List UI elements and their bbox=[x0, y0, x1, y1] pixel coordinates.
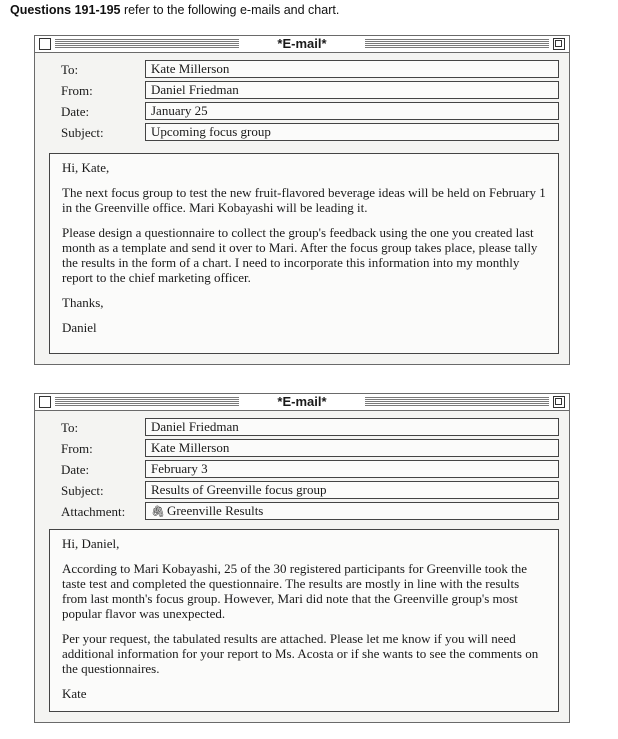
zoom-box-icon[interactable] bbox=[553, 38, 565, 50]
title-bar[interactable] bbox=[35, 36, 569, 53]
subject-label: Subject: bbox=[61, 483, 104, 498]
to-field[interactable]: Kate Millerson bbox=[145, 60, 559, 78]
subject-row bbox=[35, 122, 569, 143]
subject-row bbox=[35, 480, 569, 501]
email-window-1 bbox=[34, 35, 570, 365]
body-paragraph: Per your request, the tabulated results are attached. Please let me know if you will need additional information for your report to Ms. Acosta or if she wants to see the comments on the questionnaires. bbox=[62, 631, 539, 676]
email-headers bbox=[35, 411, 569, 522]
email-window-2 bbox=[34, 393, 570, 723]
question-range: Questions 191-195 bbox=[10, 3, 121, 17]
attachment-label: Attachment: bbox=[61, 504, 126, 519]
to-label: To: bbox=[61, 62, 79, 77]
subject-field[interactable]: Upcoming focus group bbox=[145, 123, 559, 141]
from-field[interactable]: Kate Millerson bbox=[145, 439, 559, 457]
closing: Thanks, bbox=[62, 295, 104, 310]
title-stripes bbox=[365, 39, 549, 49]
title-stripes bbox=[365, 397, 549, 407]
title-bar[interactable] bbox=[35, 394, 569, 411]
from-label: From: bbox=[61, 83, 93, 98]
date-label: Date: bbox=[61, 462, 90, 477]
attachment-field[interactable] bbox=[145, 502, 559, 520]
greeting: Hi, Kate, bbox=[62, 160, 110, 175]
paperclip-icon: 🖇 bbox=[151, 505, 165, 518]
to-field[interactable]: Daniel Friedman bbox=[145, 418, 559, 436]
message-body[interactable] bbox=[49, 529, 559, 712]
attachment-row bbox=[35, 501, 569, 522]
from-row bbox=[35, 438, 569, 459]
title-stripes bbox=[55, 397, 239, 407]
subject-label: Subject: bbox=[61, 125, 104, 140]
body-paragraph: Please design a questionnaire to collect the group's feedback using the one you created last month as a template and send it over to Mari. After the focus group takes place, please tally the results in the form of a chart. I need to incorporate this information into my monthly report to the chief marketing officer. bbox=[62, 225, 538, 285]
instruction-text: refer to the following e-mails and chart. bbox=[120, 3, 340, 17]
message-body[interactable] bbox=[49, 153, 559, 354]
greeting: Hi, Daniel, bbox=[62, 536, 120, 551]
date-label: Date: bbox=[61, 104, 90, 119]
date-field[interactable]: February 3 bbox=[145, 460, 559, 478]
signature: Kate bbox=[62, 686, 87, 701]
close-box-icon[interactable] bbox=[39, 396, 51, 408]
title-stripes bbox=[55, 39, 239, 49]
instruction-line bbox=[10, 3, 339, 17]
date-row bbox=[35, 459, 569, 480]
date-field[interactable]: January 25 bbox=[145, 102, 559, 120]
zoom-box-icon[interactable] bbox=[553, 396, 565, 408]
signature: Daniel bbox=[62, 320, 97, 335]
from-field[interactable]: Daniel Friedman bbox=[145, 81, 559, 99]
to-row bbox=[35, 59, 569, 80]
from-row bbox=[35, 80, 569, 101]
attachment-name[interactable]: Greenville Results bbox=[166, 503, 264, 518]
from-label: From: bbox=[61, 441, 93, 456]
email-headers bbox=[35, 53, 569, 143]
body-paragraph: According to Mari Kobayashi, 25 of the 30 registered participants for Greenville took the taste test and completed the questionnaire. The results are mostly in line with the results from last month's focus group. However, Mari did note that the Greenville group's most popular flavor was unexpected. bbox=[62, 561, 527, 621]
window-title: *E-mail* bbox=[269, 394, 334, 410]
window-title: *E-mail* bbox=[269, 36, 334, 52]
date-row bbox=[35, 101, 569, 122]
to-label: To: bbox=[61, 420, 79, 435]
to-row bbox=[35, 417, 569, 438]
body-paragraph: The next focus group to test the new fruit-flavored beverage ideas will be held on February 1 in the Greenville office. Mari Kobayashi will be leading it. bbox=[62, 185, 546, 215]
close-box-icon[interactable] bbox=[39, 38, 51, 50]
subject-field[interactable]: Results of Greenville focus group bbox=[145, 481, 559, 499]
